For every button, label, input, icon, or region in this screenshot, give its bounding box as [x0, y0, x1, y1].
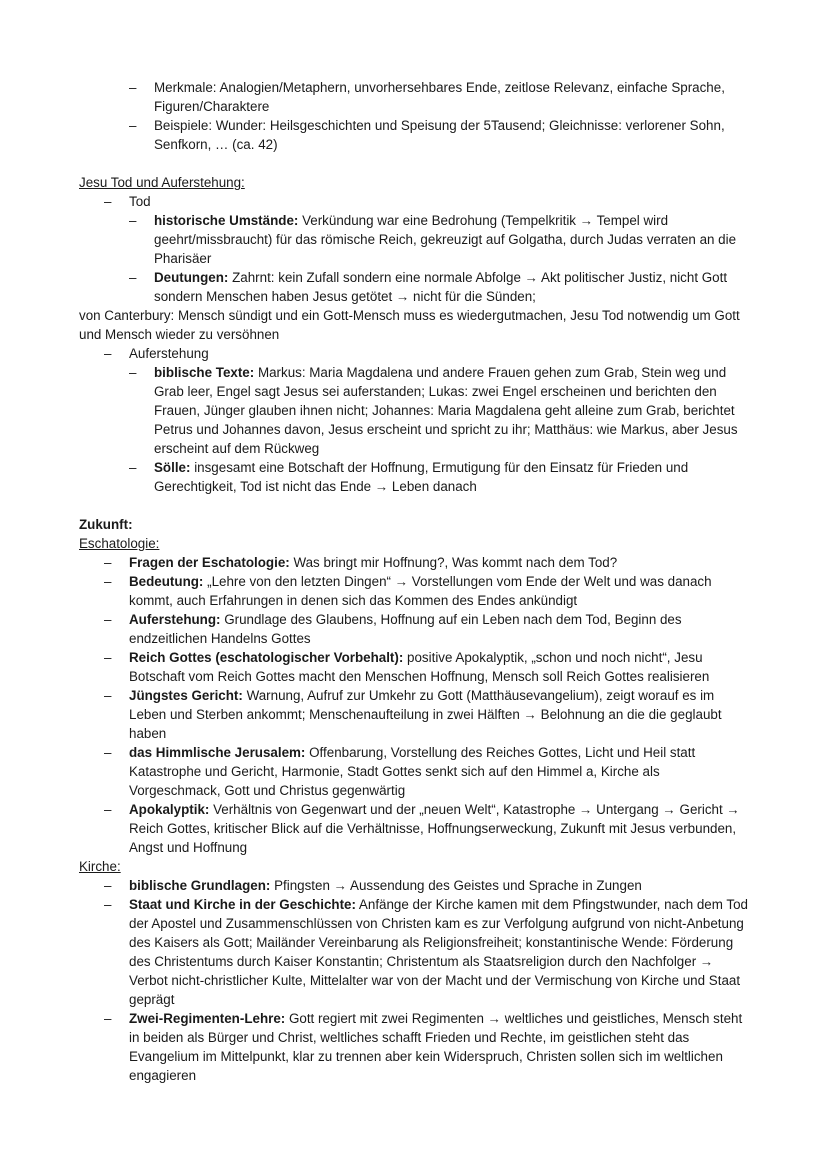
bullet-dash: – — [104, 555, 112, 570]
item-label: biblische Texte: — [154, 365, 255, 380]
list-item — [0, 610, 828, 648]
list-item — [0, 458, 828, 496]
item-text: positive Apokalyptik, „schon und noch nicht“, Jesu Botschaft vom Reich Gottes macht den Menschen Hoffnung, Mensch soll Reich Gottes realisieren — [129, 650, 710, 684]
bullet-dash: – — [104, 194, 112, 209]
list-item-tod — [0, 192, 828, 211]
bullet-dash: – — [129, 365, 137, 380]
item-label: historische Umstände: — [154, 213, 299, 228]
bullet-dash: – — [104, 802, 112, 817]
item-label: Apokalyptik: — [129, 802, 210, 817]
item-text: „Lehre von den letzten Dingen“ → Vorstellungen vom Ende der Welt und was danach kommt, auch Erfahrungen in denen sich das Kommen des Endes ankündigt — [129, 574, 712, 608]
item-text: Grundlage des Glaubens, Hoffnung auf ein Leben nach dem Tod, Beginn des endzeitlichen Handelns Gottes — [129, 612, 682, 646]
bullet-dash: – — [129, 213, 137, 228]
bullet-dash: – — [104, 574, 112, 589]
bullet-dash: – — [129, 118, 137, 133]
bullet-dash: – — [104, 897, 112, 912]
item-text: Pfingsten → Aussendung des Geistes und Sprache in Zungen — [270, 878, 642, 893]
item-text: Warnung, Aufruf zur Umkehr zu Gott (Matthäusevangelium), zeigt worauf es im Leben und Sterben ankommt; Menschenaufteilung in zwei Hälften → Belohnung an die die geglaubt haben — [129, 688, 722, 741]
list-item — [0, 363, 828, 458]
list-item — [0, 116, 828, 154]
item-text: Markus: Maria Magdalena und andere Frauen gehen zum Grab, Stein weg und Grab leer, Engel sagt Jesus sei auferstanden; Lukas: zwei Engel erscheinen und berichten den Frauen, Jünger glauben ihnen nicht; Johannes: Maria Magdalena geht alleine zum Grab, berichtet Petrus und Johannes davon, Jesus erscheint und spricht zu ihr; Matthäus: wie Markus, aber Jesus erscheint auf dem Rückweg — [154, 365, 738, 456]
list-item — [0, 211, 828, 268]
item-label: Deutungen: — [154, 270, 229, 285]
item-label: Jüngstes Gericht: — [129, 688, 243, 703]
bullet-dash: – — [104, 346, 112, 361]
list-item — [0, 572, 828, 610]
item-text: Anfänge der Kirche kamen mit dem Pfingstwunder, nach dem Tod der Apostel und Zusammenschlüssen von Christen kam es zur Verfolgung aufgrund von nicht-Anbetung des Kaisers als Gott; Mailänder Vereinbarung als Religionsfreiheit; konstantinische Wende: Förderung des Christentums durch Kaiser Konstantin; Christentum als Staatsreligion durch den Nachfolger → Verbot nicht-christlicher Kulte, Mittelalter war von der Macht und der Vermischung von Kirche und Staat geprägt — [129, 897, 748, 1007]
item-label: Reich Gottes (eschatologischer Vorbehalt): — [129, 650, 404, 665]
section-heading-jesus: Jesu Tod und Auferstehung: — [79, 175, 245, 190]
item-label: Auferstehung: — [129, 612, 221, 627]
bullet-dash: – — [104, 1011, 112, 1026]
bullet-dash: – — [104, 612, 112, 627]
item-text: Merkmale: Analogien/Metaphern, unvorhersehbares Ende, zeitlose Relevanz, einfache Sprache, Figuren/Charaktere — [154, 80, 725, 114]
list-item — [0, 876, 828, 895]
paragraph-canterbury: von Canterbury: Mensch sündigt und ein Gott-Mensch muss es wiedergutmachen, Jesu Tod notwendig um Gott und Mensch wieder zu versöhnen — [79, 308, 740, 342]
item-text: Tod — [129, 194, 151, 209]
list-item — [0, 686, 828, 743]
list-item — [0, 78, 828, 116]
item-label: Sölle: — [154, 460, 191, 475]
item-label: das Himmlische Jerusalem: — [129, 745, 306, 760]
item-text: Was bringt mir Hoffnung?, Was kommt nach dem Tod? — [289, 555, 618, 570]
list-item — [0, 648, 828, 686]
item-label: Fragen der Eschatologie: — [129, 555, 290, 570]
item-label: Zwei-Regimenten-Lehre: — [129, 1011, 286, 1026]
section-heading-zukunft: Zukunft: — [79, 517, 133, 532]
item-text: Beispiele: Wunder: Heilsgeschichten und Speisung der 5Tausend; Gleichnisse: verlorener Sohn, Senfkorn, … (ca. 42) — [154, 118, 725, 152]
bullet-dash: – — [129, 80, 137, 95]
bullet-dash: – — [104, 688, 112, 703]
list-item — [0, 895, 828, 1009]
item-text: Auferstehung — [129, 346, 209, 361]
item-text: Gott regiert mit zwei Regimenten → weltliches und geistliches, Mensch steht in beiden als Bürger und Christ, weltliches schafft Frieden und Rechte, im geistlichen steht das Evangelium im Mittelpunkt, klar zu trennen aber kein Widerspruch, Christen sollen sich im weltlichen engagieren — [129, 1011, 743, 1083]
item-text: Offenbarung, Vorstellung des Reiches Gottes, Licht und Heil statt Katastrophe und Gericht, Harmonie, Stadt Gottes senkt sich auf den Himmel a, Kirche als Vorgeschmack, Gott und Christus gegenwärtig — [129, 745, 696, 798]
list-item — [0, 553, 828, 572]
item-label: biblische Grundlagen: — [129, 878, 271, 893]
item-text: insgesamt eine Botschaft der Hoffnung, Ermutigung für den Einsatz für Frieden und Gerechtigkeit, Tod ist nicht das Ende → Leben danach — [154, 460, 689, 494]
bullet-dash: – — [104, 878, 112, 893]
bullet-dash: – — [129, 270, 137, 285]
bullet-dash: – — [129, 460, 137, 475]
bullet-dash: – — [104, 745, 112, 760]
list-item — [0, 1009, 828, 1085]
bullet-dash: – — [104, 650, 112, 665]
subheading-eschatologie: Eschatologie: — [79, 536, 160, 551]
section-heading-kirche: Kirche: — [79, 859, 121, 874]
list-item — [0, 743, 828, 800]
item-text: Verkündung war eine Bedrohung (Tempelkritik → Tempel wird geehrt/missbraucht) für das römische Reich, gekreuzigt auf Golgatha, durch Judas verraten an die Pharisäer — [154, 213, 737, 266]
list-item-auferstehung — [0, 344, 828, 363]
item-label: Staat und Kirche in der Geschichte: — [129, 897, 356, 912]
list-item — [0, 800, 828, 857]
item-label: Bedeutung: — [129, 574, 204, 589]
list-item — [0, 268, 828, 306]
item-text: Verhältnis von Gegenwart und der „neuen Welt“, Katastrophe → Untergang → Gericht → Reich Gottes, kritischer Blick auf die Verhältnisse, Hoffnungserweckung, Zukunft mit Jesus verbunden, Angst und Hoffnung — [129, 802, 740, 855]
item-text: Zahrnt: kein Zufall sondern eine normale Abfolge → Akt politischer Justiz, nicht Gott sondern Menschen haben Jesus getötet → nicht für die Sünden; — [154, 270, 728, 304]
